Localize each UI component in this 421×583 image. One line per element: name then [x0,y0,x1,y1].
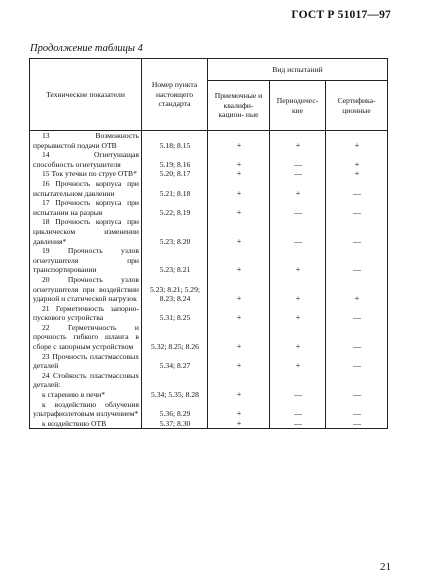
table-row [30,246,388,275]
row-parameter: 24 Стойкость пластмассовых деталей: [30,371,142,390]
row-point: 5.36; 8.29 [142,400,208,419]
row-point: 5.19; 8.16 [142,150,208,169]
row-cert-mark: — [326,198,388,217]
table-row [30,390,388,400]
row-cert-mark: — [326,304,388,323]
row-point: 5.18; 8.15 [142,131,208,151]
row-acceptance-mark: + [208,131,270,151]
row-periodic-mark: + [270,275,326,304]
table-row [30,352,388,371]
row-point: 5.20; 8.17 [142,169,208,179]
tests-table [29,58,388,429]
row-periodic-mark: + [270,179,326,198]
row-acceptance-mark: + [208,419,270,429]
row-cert-mark: — [326,419,388,429]
row-point: 5.34; 5.35; 8.28 [142,390,208,400]
row-cert-mark: — [326,390,388,400]
row-parameter: 15 Ток утечки по струе ОТВ* [30,169,142,179]
table-row [30,217,388,246]
row-cert-mark: — [326,246,388,275]
row-acceptance-mark: + [208,275,270,304]
table-row [30,371,388,390]
row-periodic-mark: + [270,323,326,352]
col-header-parameter: Технические показатели [30,59,142,131]
col-header-acceptance: Приемочные и квалифи- кацион- ные [208,81,270,131]
col-header-periodic: Периодичес- кие [270,81,326,131]
row-acceptance-mark: + [208,150,270,169]
row-point: 5.23; 8.20 [142,217,208,246]
row-acceptance-mark: + [208,198,270,217]
row-periodic-mark: + [270,304,326,323]
row-acceptance-mark [208,371,270,390]
row-parameter: 16 Прочность корпуса при испытательном давлении [30,179,142,198]
row-acceptance-mark: + [208,352,270,371]
row-periodic-mark: — [270,217,326,246]
row-cert-mark: — [326,352,388,371]
row-acceptance-mark: + [208,323,270,352]
table-row [30,419,388,429]
row-cert-mark: — [326,323,388,352]
table-row [30,275,388,304]
table-row [30,179,388,198]
row-periodic-mark [270,371,326,390]
row-parameter: 13 Возможность прерывистой подачи ОТВ [30,131,142,151]
table-row [30,131,388,151]
table-row [30,169,388,179]
row-parameter: к воздействию ОТВ [30,419,142,429]
page-number: 21 [380,561,391,573]
row-point: 5.23; 8.21 [142,246,208,275]
row-periodic-mark: — [270,169,326,179]
row-parameter: 14 Огнетушащая способность огнетушителя [30,150,142,169]
row-cert-mark: + [326,150,388,169]
row-acceptance-mark: + [208,246,270,275]
row-point [142,371,208,390]
row-parameter: 23 Прочность пластмассовых деталей [30,352,142,371]
row-cert-mark: + [326,131,388,151]
row-periodic-mark: — [270,390,326,400]
row-acceptance-mark: + [208,217,270,246]
row-parameter: 17 Прочность корпуса при испытании на разрыв [30,198,142,217]
table-row [30,198,388,217]
row-cert-mark: — [326,179,388,198]
row-parameter: к старению в печи* [30,390,142,400]
row-point: 5.34; 8.27 [142,352,208,371]
row-cert-mark: — [326,400,388,419]
row-periodic-mark: + [270,352,326,371]
row-point: 5.31; 8.25 [142,304,208,323]
row-periodic-mark: — [270,419,326,429]
row-parameter: 20 Прочность узлов огнетушителя при воздействии ударной и статической нагрузок [30,275,142,304]
row-acceptance-mark: + [208,169,270,179]
table-row [30,150,388,169]
row-acceptance-mark: + [208,179,270,198]
row-parameter: 19 Прочность узлов огнетушителя при транспортировании [30,246,142,275]
table-continuation-caption: Продолжение таблицы 4 [30,43,143,54]
col-header-test-type: Вид испытаний [208,59,388,81]
row-point: 5.22; 8.19 [142,198,208,217]
table-row [30,304,388,323]
row-periodic-mark: + [270,131,326,151]
col-header-certification: Сертифика- ционные [326,81,388,131]
row-periodic-mark: + [270,246,326,275]
row-parameter: к воздействию облучения ультрафиолетовым излучением* [30,400,142,419]
row-point: 5.21; 8.18 [142,179,208,198]
row-acceptance-mark: + [208,304,270,323]
row-point: 5.23; 8.21; 5.29; 8.23; 8.24 [142,275,208,304]
row-acceptance-mark: + [208,390,270,400]
table-row [30,323,388,352]
row-cert-mark [326,371,388,390]
row-cert-mark: + [326,169,388,179]
row-cert-mark: + [326,275,388,304]
col-header-point: Номер пункта настоящего стандарта [142,59,208,131]
row-point: 5.32; 8.25; 8.26 [142,323,208,352]
table-row [30,400,388,419]
row-periodic-mark: — [270,400,326,419]
row-acceptance-mark: + [208,400,270,419]
row-periodic-mark: — [270,198,326,217]
row-periodic-mark: — [270,150,326,169]
row-cert-mark: — [326,217,388,246]
row-parameter: 22 Герметичность и прочность гибкого шланга в сборе с запорным устройством [30,323,142,352]
document-header: ГОСТ Р 51017—97 [291,9,391,21]
row-parameter: 21 Герметичность запорно-пускового устройства [30,304,142,323]
row-parameter: 18 Прочность корпуса при циклическом изменении давления* [30,217,142,246]
row-point: 5.37; 8.30 [142,419,208,429]
